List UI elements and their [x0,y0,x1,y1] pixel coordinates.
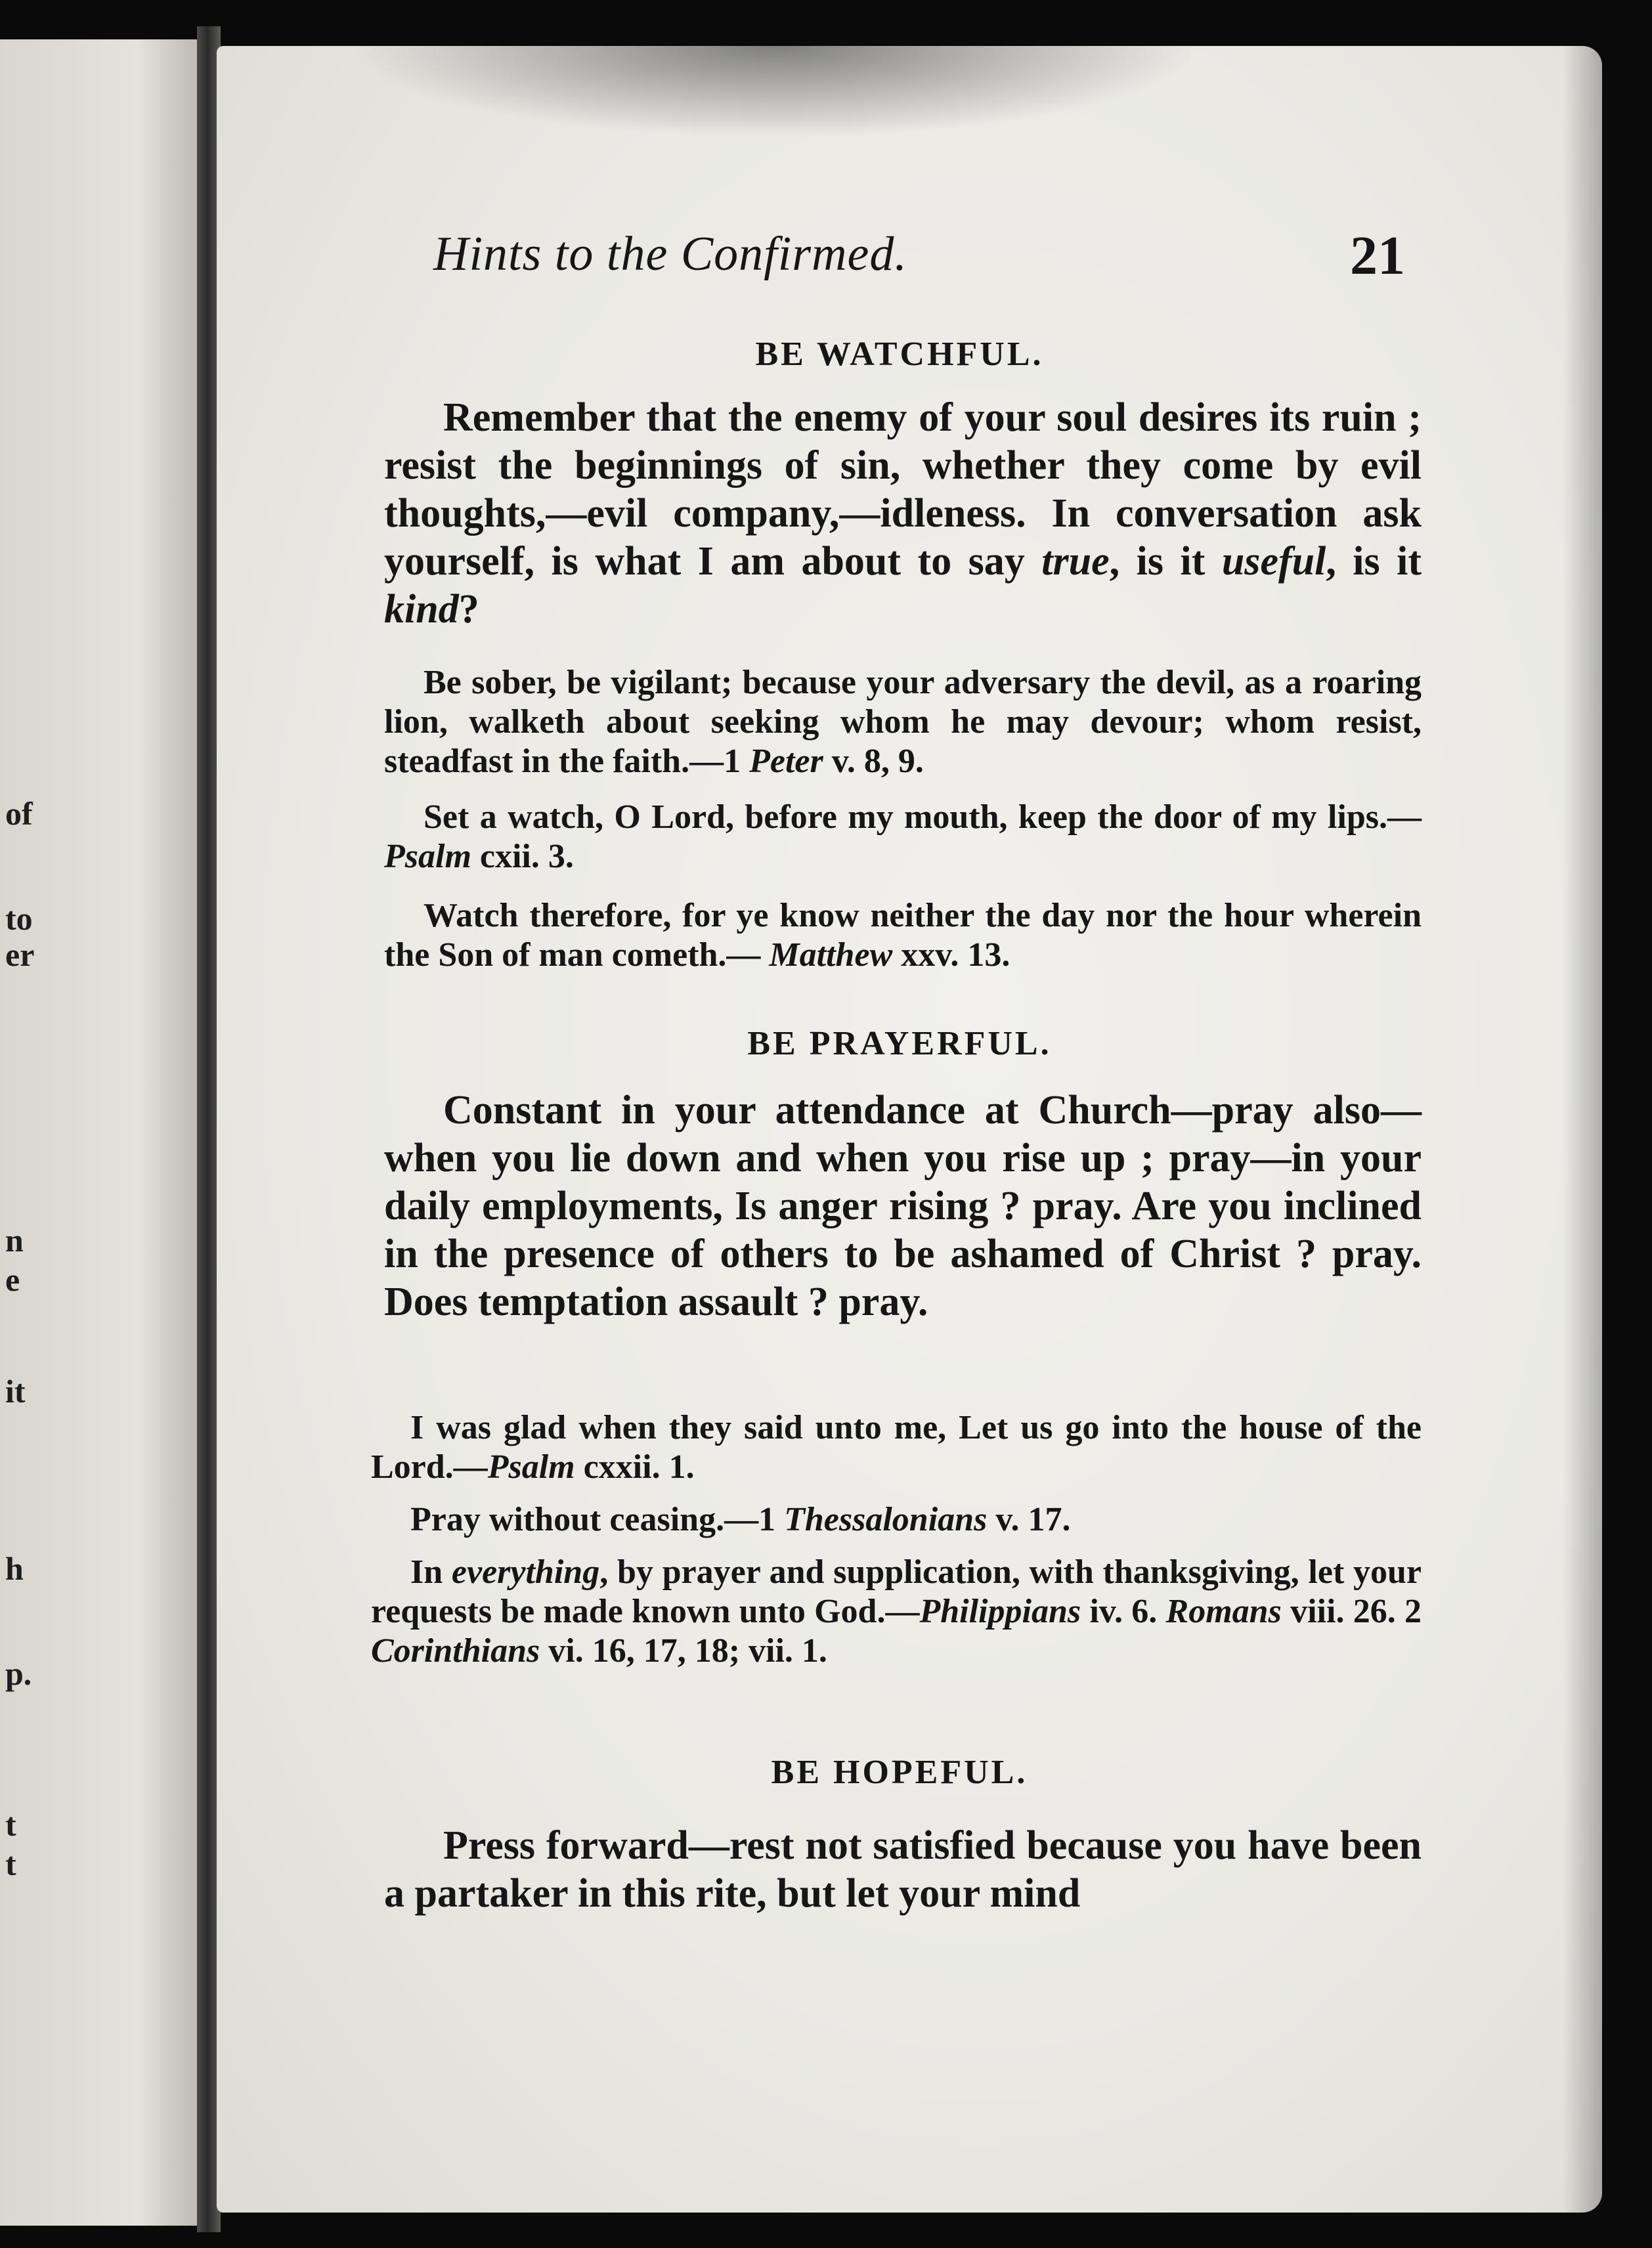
quote-text: I was glad when they said unto me, Let us go into the house of the Lord.— [371,1409,1422,1486]
quote-text: Be sober, be vigilant; because your adversary the devil, as a roaring lion, walketh about seeking whom he may devour; whom resist, steadfast in the faith.—1 [384,664,1422,780]
ink-smudge [348,46,1202,138]
quote-ref: cxii. 3. [471,838,574,875]
fragment: of [5,795,33,832]
quote-source: Romans [1165,1593,1282,1630]
quote-text: In [410,1553,452,1591]
fragment: t [5,1806,16,1843]
page-edge-shadow [1563,46,1602,2213]
quote-source: Thessalonians [784,1501,988,1538]
scripture-quote [384,798,1422,876]
quote-text: Set a watch, O Lord, before my mouth, keep the door of my lips.— [424,798,1422,836]
paragraph-text: , is it [1326,539,1422,584]
quote-ref: v. 17. [987,1501,1071,1538]
fragment: t [5,1846,16,1882]
quote-source: Corinthians [371,1632,540,1670]
fragment: it [5,1373,26,1410]
fragment: p. [5,1655,32,1692]
scripture-quote [384,896,1422,975]
paragraph-text: , is it [1109,539,1222,584]
quote-text: Watch therefore, for ye know neither the day nor the hour wherein the Son of man cometh.— [384,897,1422,974]
fragment: er [5,936,35,973]
paragraph-watchful [384,394,1422,634]
quote-ref: cxxii. 1. [575,1448,695,1486]
paragraph-text: Remember that the enemy of your soul desires its ruin ; resist the beginnings of sin, whether they come by evil thoughts,—evil company,—idleness. In conversation ask yourself, is what I am about to say [384,395,1422,584]
section-heading-watchful: BE WATCHFUL. [755,335,1044,373]
quote-source: Psalm [384,838,471,875]
paragraph-text: ? [458,587,479,632]
paragraph-hopeful: Press forward—rest not satisfied because you have been a partaker in this rite, but let your mind [384,1823,1422,1916]
quote-ref: v. 8, 9. [823,743,924,780]
running-head [433,227,1405,286]
quote-source: Philippians [919,1593,1081,1630]
quote-ref: xxv. 13. [892,936,1011,974]
quote-text: Pray without ceasing.—1 [410,1501,785,1538]
fragment: e [5,1261,20,1298]
scripture-quote [371,1553,1422,1671]
section-heading-hopeful: BE HOPEFUL. [771,1754,1028,1791]
paragraph-prayerful: Constant in your attendance at Church—pray also—when you lie down and when you rise up ; pray—in your daily employments, Is anger rising ? pray. Are you inclined in the presence of others to be ashamed of Christ ? pray. Does temptation assault ? pray. [384,1088,1422,1324]
emphasis-true: true [1041,539,1110,584]
emphasis-useful: useful [1221,539,1326,584]
quote-ref: iv. 6. [1081,1593,1166,1630]
page-number: 21 [1350,225,1405,286]
scripture-quote [371,1408,1422,1487]
emphasis-everything: everything [451,1553,600,1591]
quote-source: Peter [749,743,823,780]
scripture-quote [384,663,1422,781]
quote-source: Psalm [487,1448,575,1486]
quote-ref: viii. 26. 2 [1281,1593,1422,1630]
quote-source: Matthew [769,936,893,974]
emphasis-kind: kind [384,587,459,632]
fragment: to [5,900,33,937]
quote-ref: vi. 16, 17, 18; vii. 1. [540,1632,827,1670]
scripture-quote [371,1500,1422,1540]
previous-page-edge [0,39,197,2226]
fragment: n [5,1222,24,1259]
running-head-title: Hints to the Confirmed. [433,227,907,281]
quote-text: , by prayer and supplication, with thanksgiving, let your requests be made known unto God.— [371,1553,1422,1630]
section-heading-prayerful: BE PRAYERFUL. [747,1025,1052,1062]
fragment: h [5,1550,24,1587]
